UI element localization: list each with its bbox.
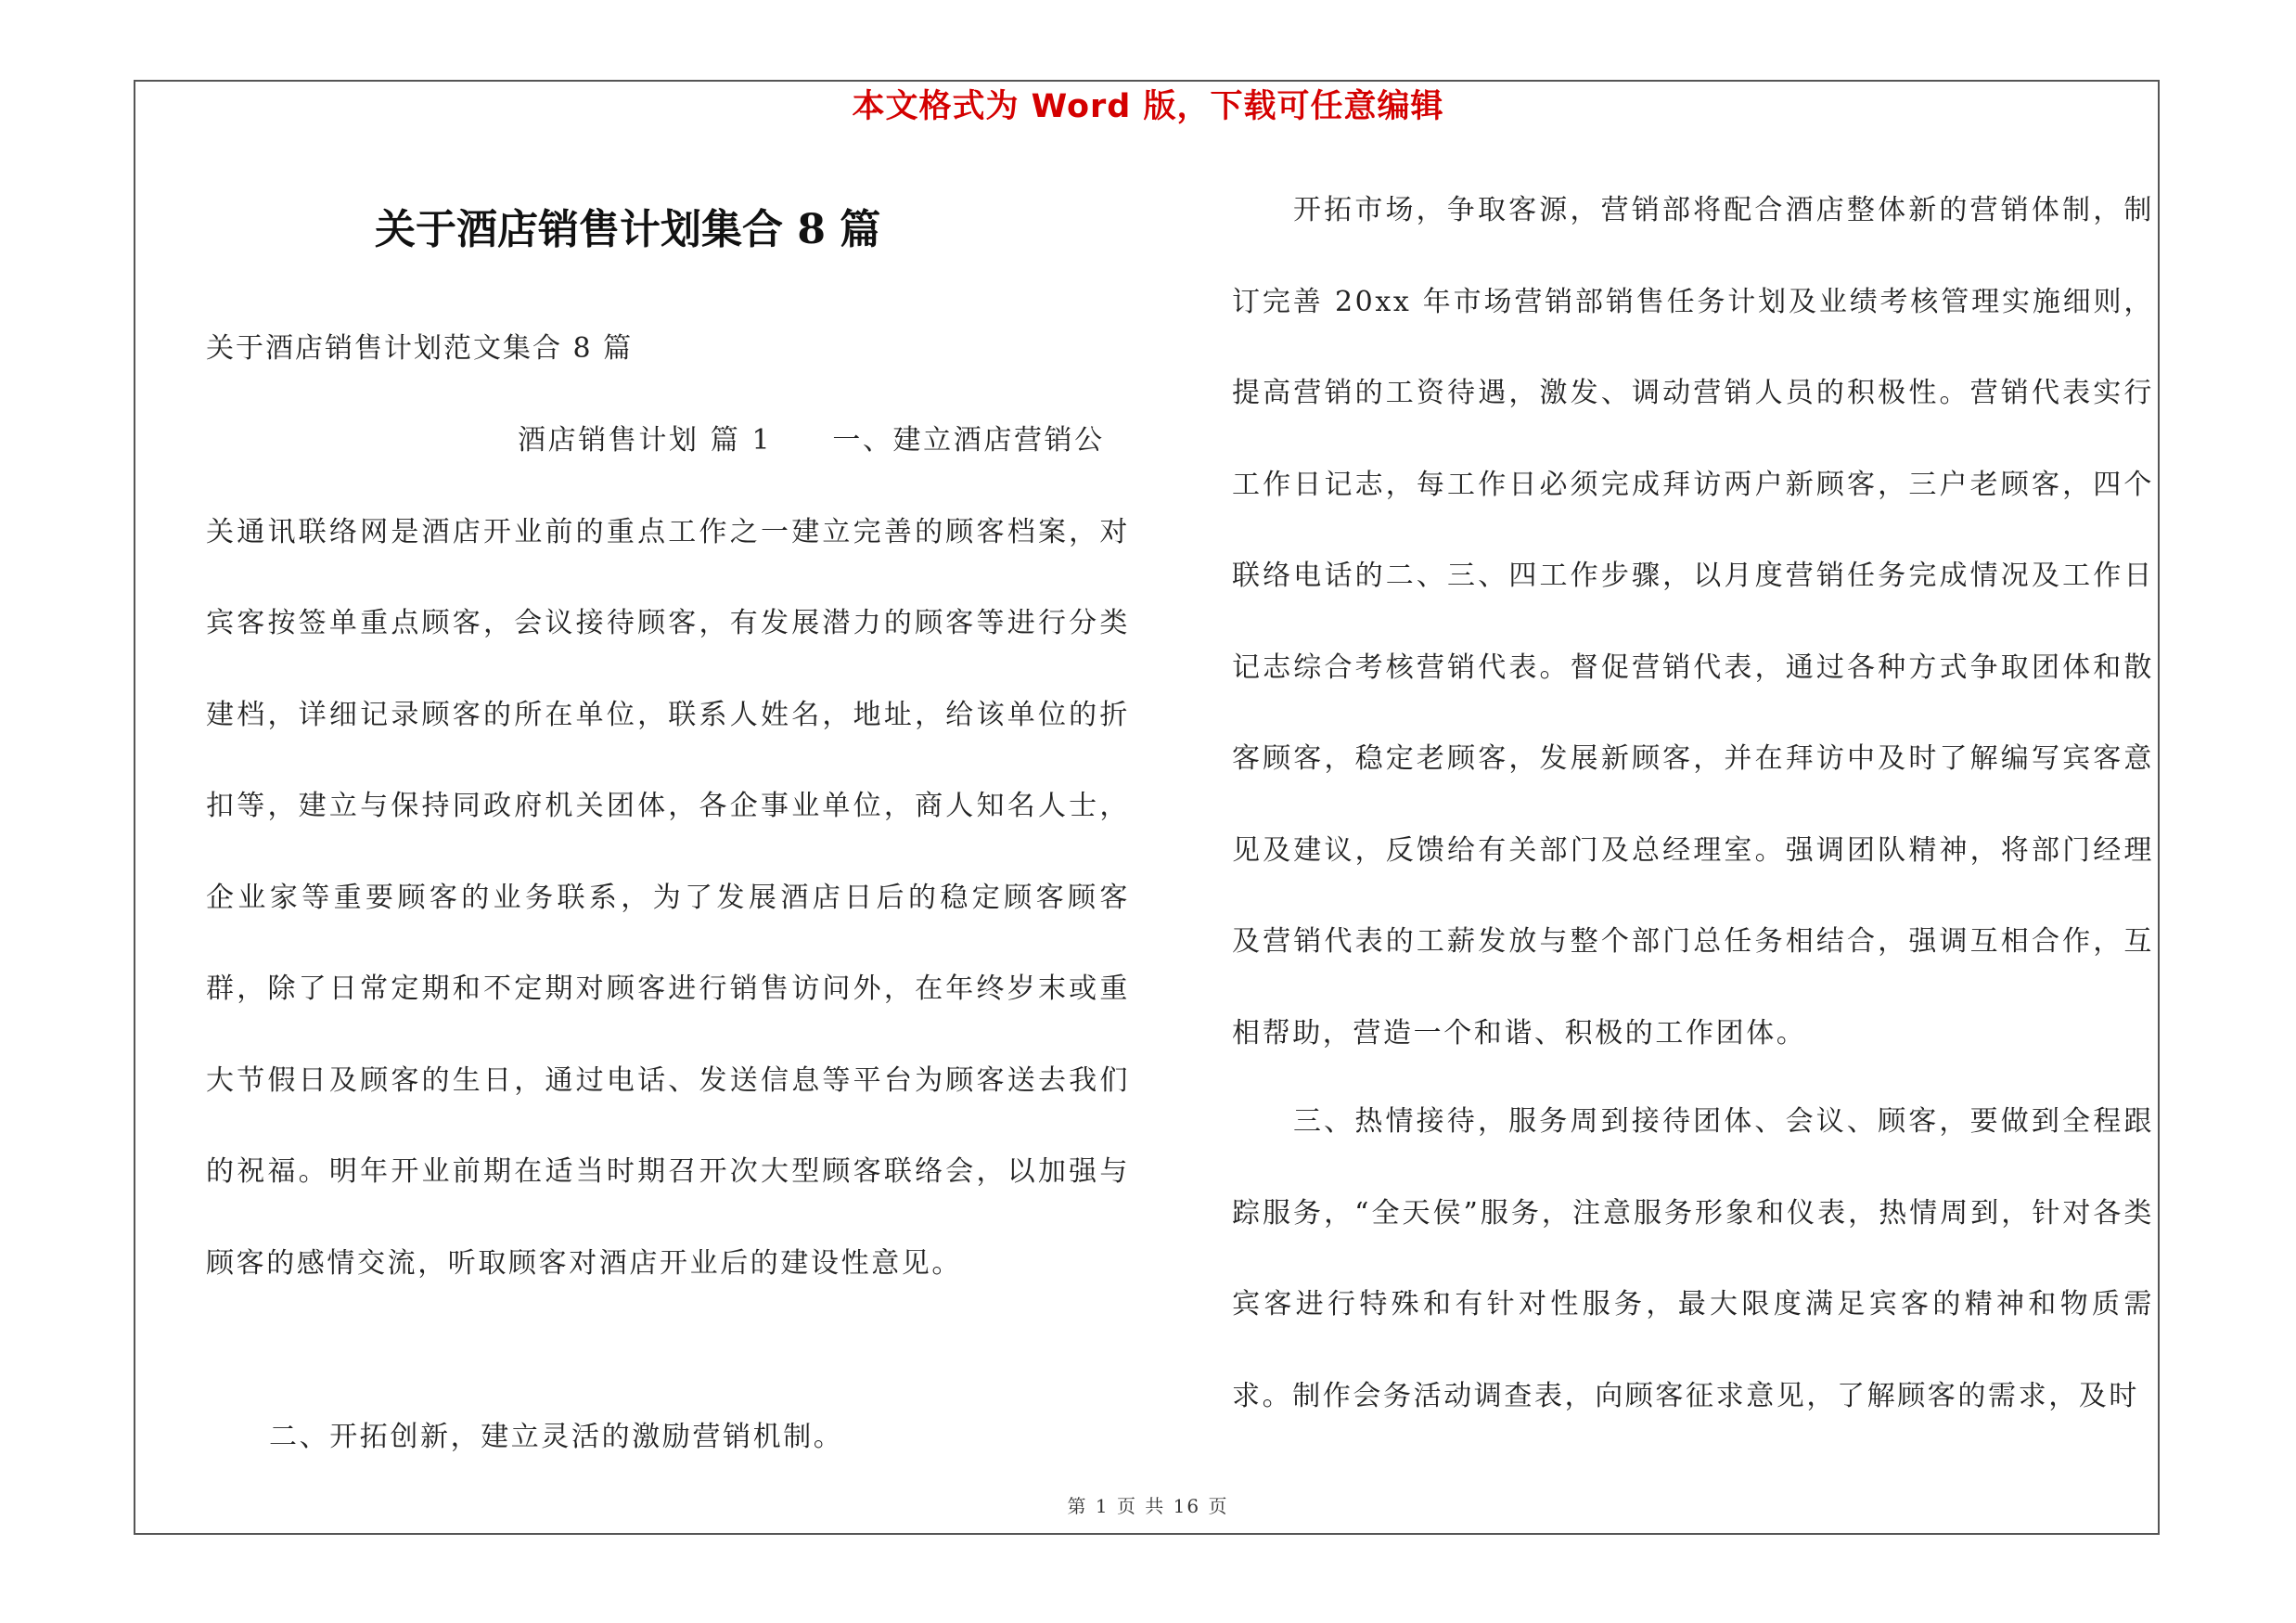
- section-one-heading: 酒店销售计划 篇 1 一、建立酒店营销公: [518, 424, 1105, 457]
- section-one-body: 关通讯联络网是酒店开业前的重点工作之一建立完善的顾客档案，对宾客按签单重点顾客，会议接待顾客，有发展潜力的顾客等进行分类建档，详细记录顾客的所在单位，联系人姓名，地址，给该单位的折扣等，建立与保持同政府机关团体，各企事业单位，商人知名人士，企业家等重要顾客的业务联系，为了发展酒店日后的稳定顾客顾客群，除了日常定期和不定期对顾客进行销售访问外，在年终岁末或重大节假日及顾客的生日，通过电话、发送信息等平台为顾客送去我们的祝福。明年开业前期在适当时期召开次大型顾客联络会，以加强与顾客的感情交流，听取顾客对酒店开业后的建设性意见。: [206, 515, 1130, 1280]
- format-banner: 本文格式为 Word 版，下载可任意编辑: [852, 88, 1444, 125]
- right-column-bottom: [1232, 1076, 2154, 1442]
- document-subtitle: 关于酒店销售计划范文集合 8 篇: [206, 332, 634, 365]
- right-column-top: [1232, 165, 2154, 1079]
- left-column: [206, 395, 1130, 1309]
- page-footer: 第 1 页 共 16 页: [1067, 1495, 1229, 1517]
- document-title: 关于酒店销售计划集合 8 篇: [375, 206, 881, 253]
- left-paragraph: [206, 395, 1130, 1309]
- right-paragraph-1: 开拓市场，争取客源，营销部将配合酒店整体新的营销体制，制订完善 20xx 年市场营销部销售任务计划及业绩考核管理实施细则，提高营销的工资待遇，激发、调动营销人员的积极性。营销代表实行工作日记志，每工作日必须完成拜访两户新顾客，三户老顾客，四个联络电话的二、三、四工作步骤，以月度营销任务完成情况及工作日记志综合考核营销代表。督促营销代表，通过各种方式争取团体和散客顾客，稳定老顾客，发展新顾客，并在拜访中及时了解编写宾客意见及建议，反馈给有关部门及总经理室。强调团队精神，将部门经理及营销代表的工薪发放与整个部门总任务相结合，强调互相合作，互相帮助，营造一个和谐、积极的工作团体。: [1232, 194, 2154, 1050]
- right-paragraph-2: 三、热情接待，服务周到接待团体、会议、顾客，要做到全程跟踪服务，“全天侯”服务，注意服务形象和仪表，热情周到，针对各类宾客进行特殊和有针对性服务，最大限度满足宾客的精神和物质需求。制作会务活动调查表，向顾客征求意见，了解顾客的需求，及时: [1232, 1105, 2154, 1412]
- section-two-heading: 二、开拓创新，建立灵活的激励营销机制。: [269, 1421, 844, 1453]
